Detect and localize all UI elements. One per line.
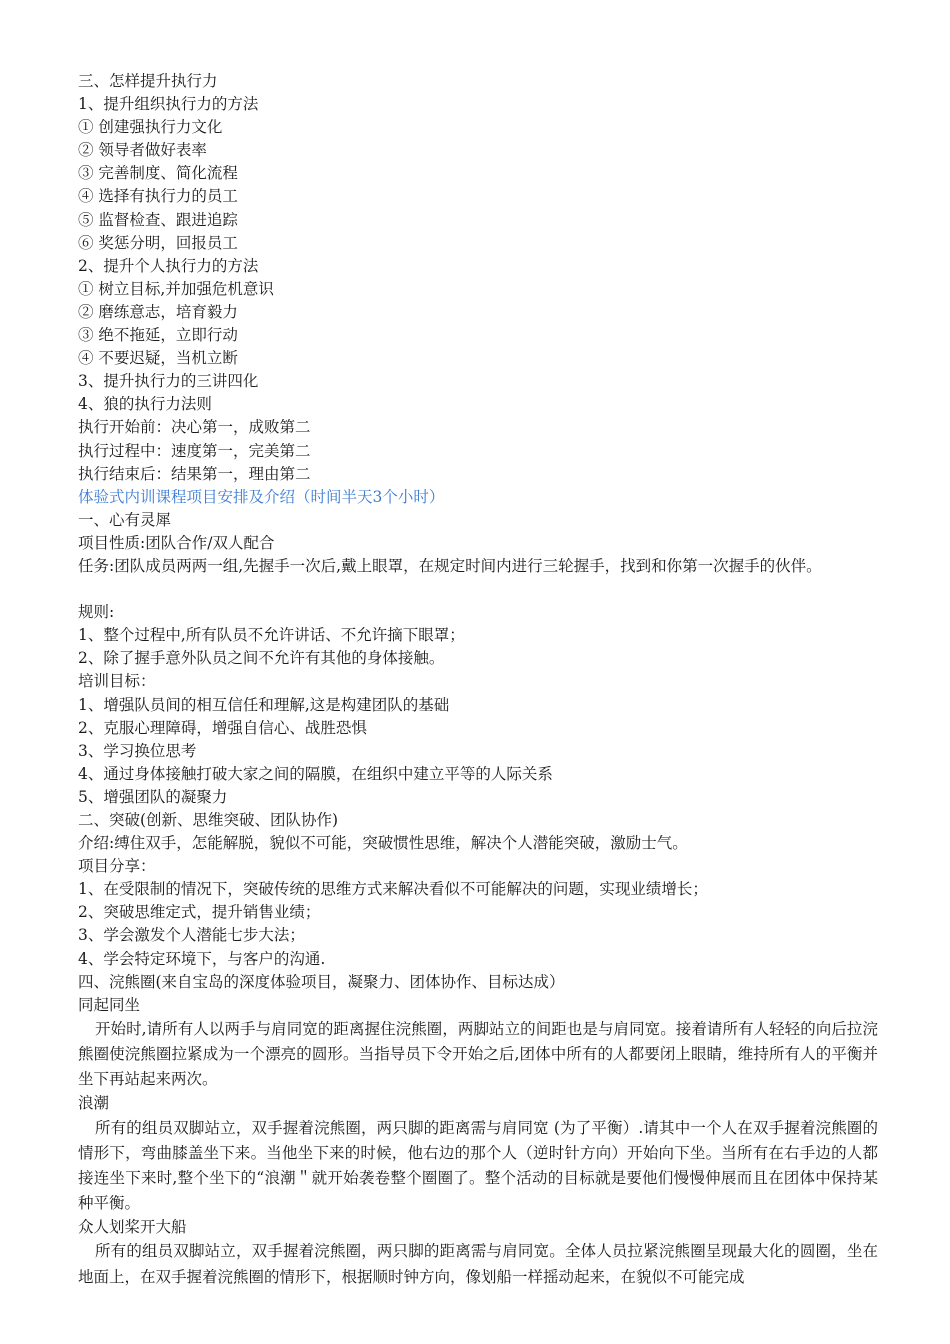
section-xinyoulingxi [78, 509, 878, 578]
paragraph-zhongren-huajiang: 所有的组员双脚站立，双手握着浣熊圈，两只脚的距离需与肩同宽。全体人员拉紧浣熊圈呈现最大化的圆圈，坐在地面上，在双手握着浣熊圈的情形下，根据顺时钟方向，像划船一样摇动起来，在貌似不可能完成 [78, 1242, 878, 1286]
paragraph-langchao: 所有的组员双脚站立，双手握着浣熊圈，两只脚的距离需与肩同宽 (为了平衡）.请其中一个人在双手握着浣熊圈的情形下，弯曲膝盖坐下来。当他坐下来的时候，他右边的那个人（逆时针方向）开始向下坐。当所有在右手边的人都接连坐下来时,整个坐下的“浪潮＂就开始袭卷整个圈圈了。整个活动的目标就是要他们慢慢伸展而且在团体中保持某种平衡。 [78, 1118, 878, 1213]
text-line: ⑥ 奖惩分明，回报员工 [78, 233, 238, 252]
text-line: 1、整个过程中,所有队员不允许讲话、不允许摘下眼罩； [78, 626, 465, 645]
text-line: 4、学会特定环境下，与客户的沟通. [78, 949, 326, 968]
text-line: 一、心有灵犀 [78, 510, 172, 529]
text-line: 2、克服心理障碍，增强自信心、战胜恐惧 [78, 718, 367, 737]
text-line: 2、突破思维定式，提升销售业绩； [78, 903, 321, 922]
paragraph-tongqitongzuo: 开始时,请所有人以两手与肩同宽的距离握住浣熊圈，两脚站立的间距也是与肩同宽。接着请所有人轻轻的向后拉浣熊圈使浣熊圈拉紧成为一个漂亮的圆形。当指导员下令开始之后,团体中所有的人都要闭上眼睛，维持所有人的平衡并坐下再站起来两次。 [78, 1019, 878, 1089]
text-line: 培训目标： [78, 672, 156, 691]
text-line: 二、突破(创新、思维突破、团队协作) [78, 811, 339, 829]
text-line: 1、在受限制的情况下，突破传统的思维方式来解决看似不可能解决的问题，实现业绩增长； [78, 880, 708, 899]
section-rules-and-goals [78, 601, 878, 1017]
text-line: ① 创建强执行力文化 [78, 118, 223, 137]
text-line: 1、增强队员间的相互信任和理解,这是构建团队的基础 [78, 695, 450, 714]
text-line: ④ 选择有执行力的员工 [78, 187, 238, 206]
text-line: 4、通过身体接触打破大家之间的隔膜，在组织中建立平等的人际关系 [78, 764, 553, 783]
text-line: 3、提升执行力的三讲四化 [78, 372, 259, 391]
heading-zhongren-huajiang: 众人划桨开大船 [78, 1218, 187, 1237]
text-line: 四、浣熊圈(来自宝岛的深度体验项目，凝聚力、团体协作、目标达成） [78, 972, 565, 991]
text-line: 三、怎样提升执行力 [78, 72, 218, 90]
text-line: 2、提升个人执行力的方法 [78, 256, 259, 275]
text-line: ⑤ 监督检查、跟进追踪 [78, 210, 238, 229]
text-line: 项目性质:团队合作/双人配合 [78, 533, 275, 552]
text-line: 2、除了握手意外队员之间不允许有其他的身体接触。 [78, 649, 445, 668]
text-line: ① 树立目标,并加强危机意识 [78, 279, 274, 298]
text-line: ③ 完善制度、简化流程 [78, 164, 238, 183]
text-line: ② 领导者做好表率 [78, 141, 207, 160]
section-how-to-improve [78, 70, 878, 486]
heading-langchao: 浪潮 [78, 1094, 110, 1113]
text-line: 4、狼的执行力法则 [78, 395, 212, 414]
text-line: 执行开始前：决心第一，成败第二 [78, 418, 311, 437]
text-line: ③ 绝不拖延，立即行动 [78, 326, 238, 345]
document-page [78, 70, 878, 1290]
text-line: 任务:团队成员两两一组,先握手一次后,戴上眼罩，在规定时间内进行三轮握手，找到和你第一次握手的伙伴。 [78, 556, 822, 575]
text-line: 执行过程中：速度第一，完美第二 [78, 441, 311, 460]
blank-line [78, 578, 878, 601]
text-line: 3、学习换位思考 [78, 741, 197, 760]
text-line: 执行结束后：结果第一，理由第二 [78, 464, 311, 483]
text-line: 同起同坐 [78, 995, 141, 1014]
text-line: 项目分享： [78, 857, 156, 876]
training-program-heading: 体验式内训课程项目安排及介绍（时间半天3个小时） [78, 487, 445, 506]
text-line: ④ 不要迟疑，当机立断 [78, 349, 238, 368]
text-line: 5、增强团队的凝聚力 [78, 787, 228, 806]
text-line: 3、学会激发个人潜能七步大法； [78, 926, 305, 945]
text-line: 1、提升组织执行力的方法 [78, 95, 259, 114]
text-line: 规则: [78, 603, 115, 622]
text-line: 介绍:缚住双手，怎能解脱，貌似不可能，突破惯性思维，解决个人潜能突破，激励士气。 [78, 834, 688, 853]
text-line: ② 磨练意志，培育毅力 [78, 302, 238, 321]
